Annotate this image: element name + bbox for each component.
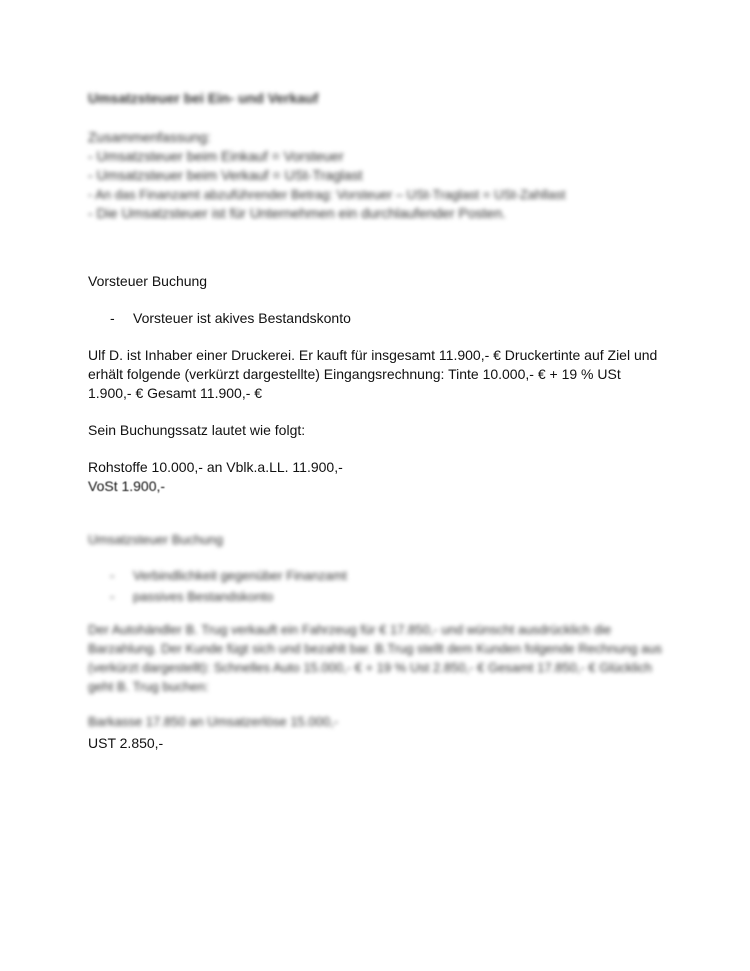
bullet-dash: -	[110, 589, 115, 604]
ust-line: UST 2.850,-	[88, 735, 164, 751]
bullet-dash: -	[110, 310, 115, 326]
summary-line: - Die Umsatzsteuer ist für Unternehmen ein durchlaufender Posten.	[88, 205, 506, 221]
summary-line: - An das Finanzamt abzuführender Betrag: Vorsteuer – USt-Traglast = USt-Zahllast	[88, 187, 566, 202]
booking-line: Barkasse 17.850 an Umsatzerlöse 15.000,-	[88, 714, 339, 729]
summary-line: - Umsatzsteuer beim Einkauf = Vorsteuer	[88, 148, 344, 164]
vorsteuer-section	[88, 272, 666, 496]
umsatzsteuer-heading: Umsatzsteuer Buchung	[88, 532, 224, 547]
umsatzsteuer-paragraph: Der Autohändler B. Trug verkauft ein Fahrzeug für € 17.850,- und wünscht ausdrücklich die Barzahlung. Der Kunde fügt sich und bezahlt bar. B.Trug stellt dem Kunden folgende Rechnung aus (verkürzt dargestellt): Schnelles Auto 15.000,- € + 19 % Ust 2.850,- € Gesamt 17.850,- € Glücklich geht B. Trug buchen:	[88, 622, 663, 694]
booking-line: Rohstoffe 10.000,- an Vblk.a.LL. 11.900,-	[88, 459, 343, 475]
bullet-dash: -	[110, 568, 115, 583]
summary-heading: Zusammenfassung:	[88, 129, 211, 145]
bullet-text: Verbindlichkeit gegenüber Finanzamt	[133, 568, 347, 583]
vorsteuer-paragraph: Ulf D. ist Inhaber einer Druckerei. Er kauft für insgesamt 11.900,- € Druckertinte auf Ziel und erhält folgende (verkürzt dargestellte) Eingangsrechnung: Tinte 10.000,- € + 19 % USt 1.900,- € Gesamt 11.900,- €	[88, 347, 658, 401]
blurred-summary-section	[88, 89, 666, 223]
umsatzsteuer-section	[88, 530, 666, 731]
document-title: Umsatzsteuer bei Ein- und Verkauf	[88, 90, 319, 106]
umsatzsteuer-bullet	[88, 587, 666, 606]
vorsteuer-bullet	[88, 309, 666, 328]
umsatzsteuer-bullet	[88, 566, 666, 585]
vorsteuer-heading: Vorsteuer Buchung	[88, 273, 208, 289]
booking-intro: Sein Buchungssatz lautet wie folgt:	[88, 422, 306, 438]
bullet-text: passives Bestandskonto	[133, 589, 274, 604]
final-booking-line	[88, 734, 666, 753]
bullet-text: Vorsteuer ist akives Bestandskonto	[133, 310, 351, 326]
summary-line: - Umsatzsteuer beim Verkauf = USt-Traglast	[88, 167, 363, 183]
booking-line: VoSt 1.900,-	[88, 478, 166, 494]
